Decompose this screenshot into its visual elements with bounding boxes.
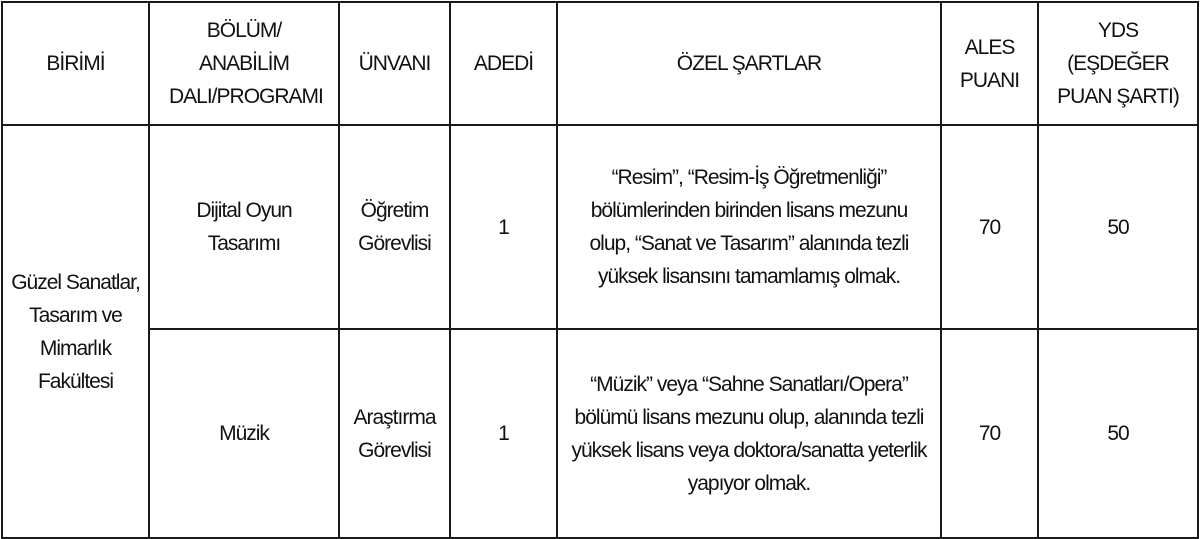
bolum-cell: Müzik xyxy=(149,329,339,538)
header-bolum: BÖLÜM/ ANABİLİM DALI/PROGRAMI xyxy=(149,2,339,125)
header-ales: ALES PUANI xyxy=(941,2,1038,125)
ozel-sartlar-cell: “Resim”, “Resim-İş Öğretmenliği” bölümlerinden birinden lisans mezunu olup, “Sanat ve Tasarım” alanında tezli yüksek lisansını tamamlamış olmak. xyxy=(557,125,941,329)
table-row xyxy=(2,329,1198,538)
header-unvani: ÜNVANI xyxy=(339,2,450,125)
header-yds: YDS (EŞDEĞER PUAN ŞARTI) xyxy=(1038,2,1198,125)
unvani-cell: Öğretim Görevlisi xyxy=(339,125,450,329)
bolum-cell: Dijital Oyun Tasarımı xyxy=(149,125,339,329)
unit-cell: Güzel Sanatlar, Tasarım ve Mimarlık Fakültesi xyxy=(2,125,149,538)
adedi-cell: 1 xyxy=(450,125,557,329)
header-birimi: BİRİMİ xyxy=(2,2,149,125)
adedi-cell: 1 xyxy=(450,329,557,538)
table-row xyxy=(2,125,1198,329)
ozel-sartlar-cell: “Müzik” veya “Sahne Sanatları/Opera” bölümü lisans mezunu olup, alanında tezli yüksek lisans veya doktora/sanatta yeterlik yapıyor olmak. xyxy=(557,329,941,538)
yds-cell: 50 xyxy=(1038,125,1198,329)
ales-cell: 70 xyxy=(941,329,1038,538)
header-row xyxy=(2,2,1198,125)
header-adedi: ADEDİ xyxy=(450,2,557,125)
unvani-cell: Araştırma Görevlisi xyxy=(339,329,450,538)
yds-cell: 50 xyxy=(1038,329,1198,538)
header-ozel-sartlar: ÖZEL ŞARTLAR xyxy=(557,2,941,125)
ales-cell: 70 xyxy=(941,125,1038,329)
positions-table xyxy=(1,1,1199,539)
